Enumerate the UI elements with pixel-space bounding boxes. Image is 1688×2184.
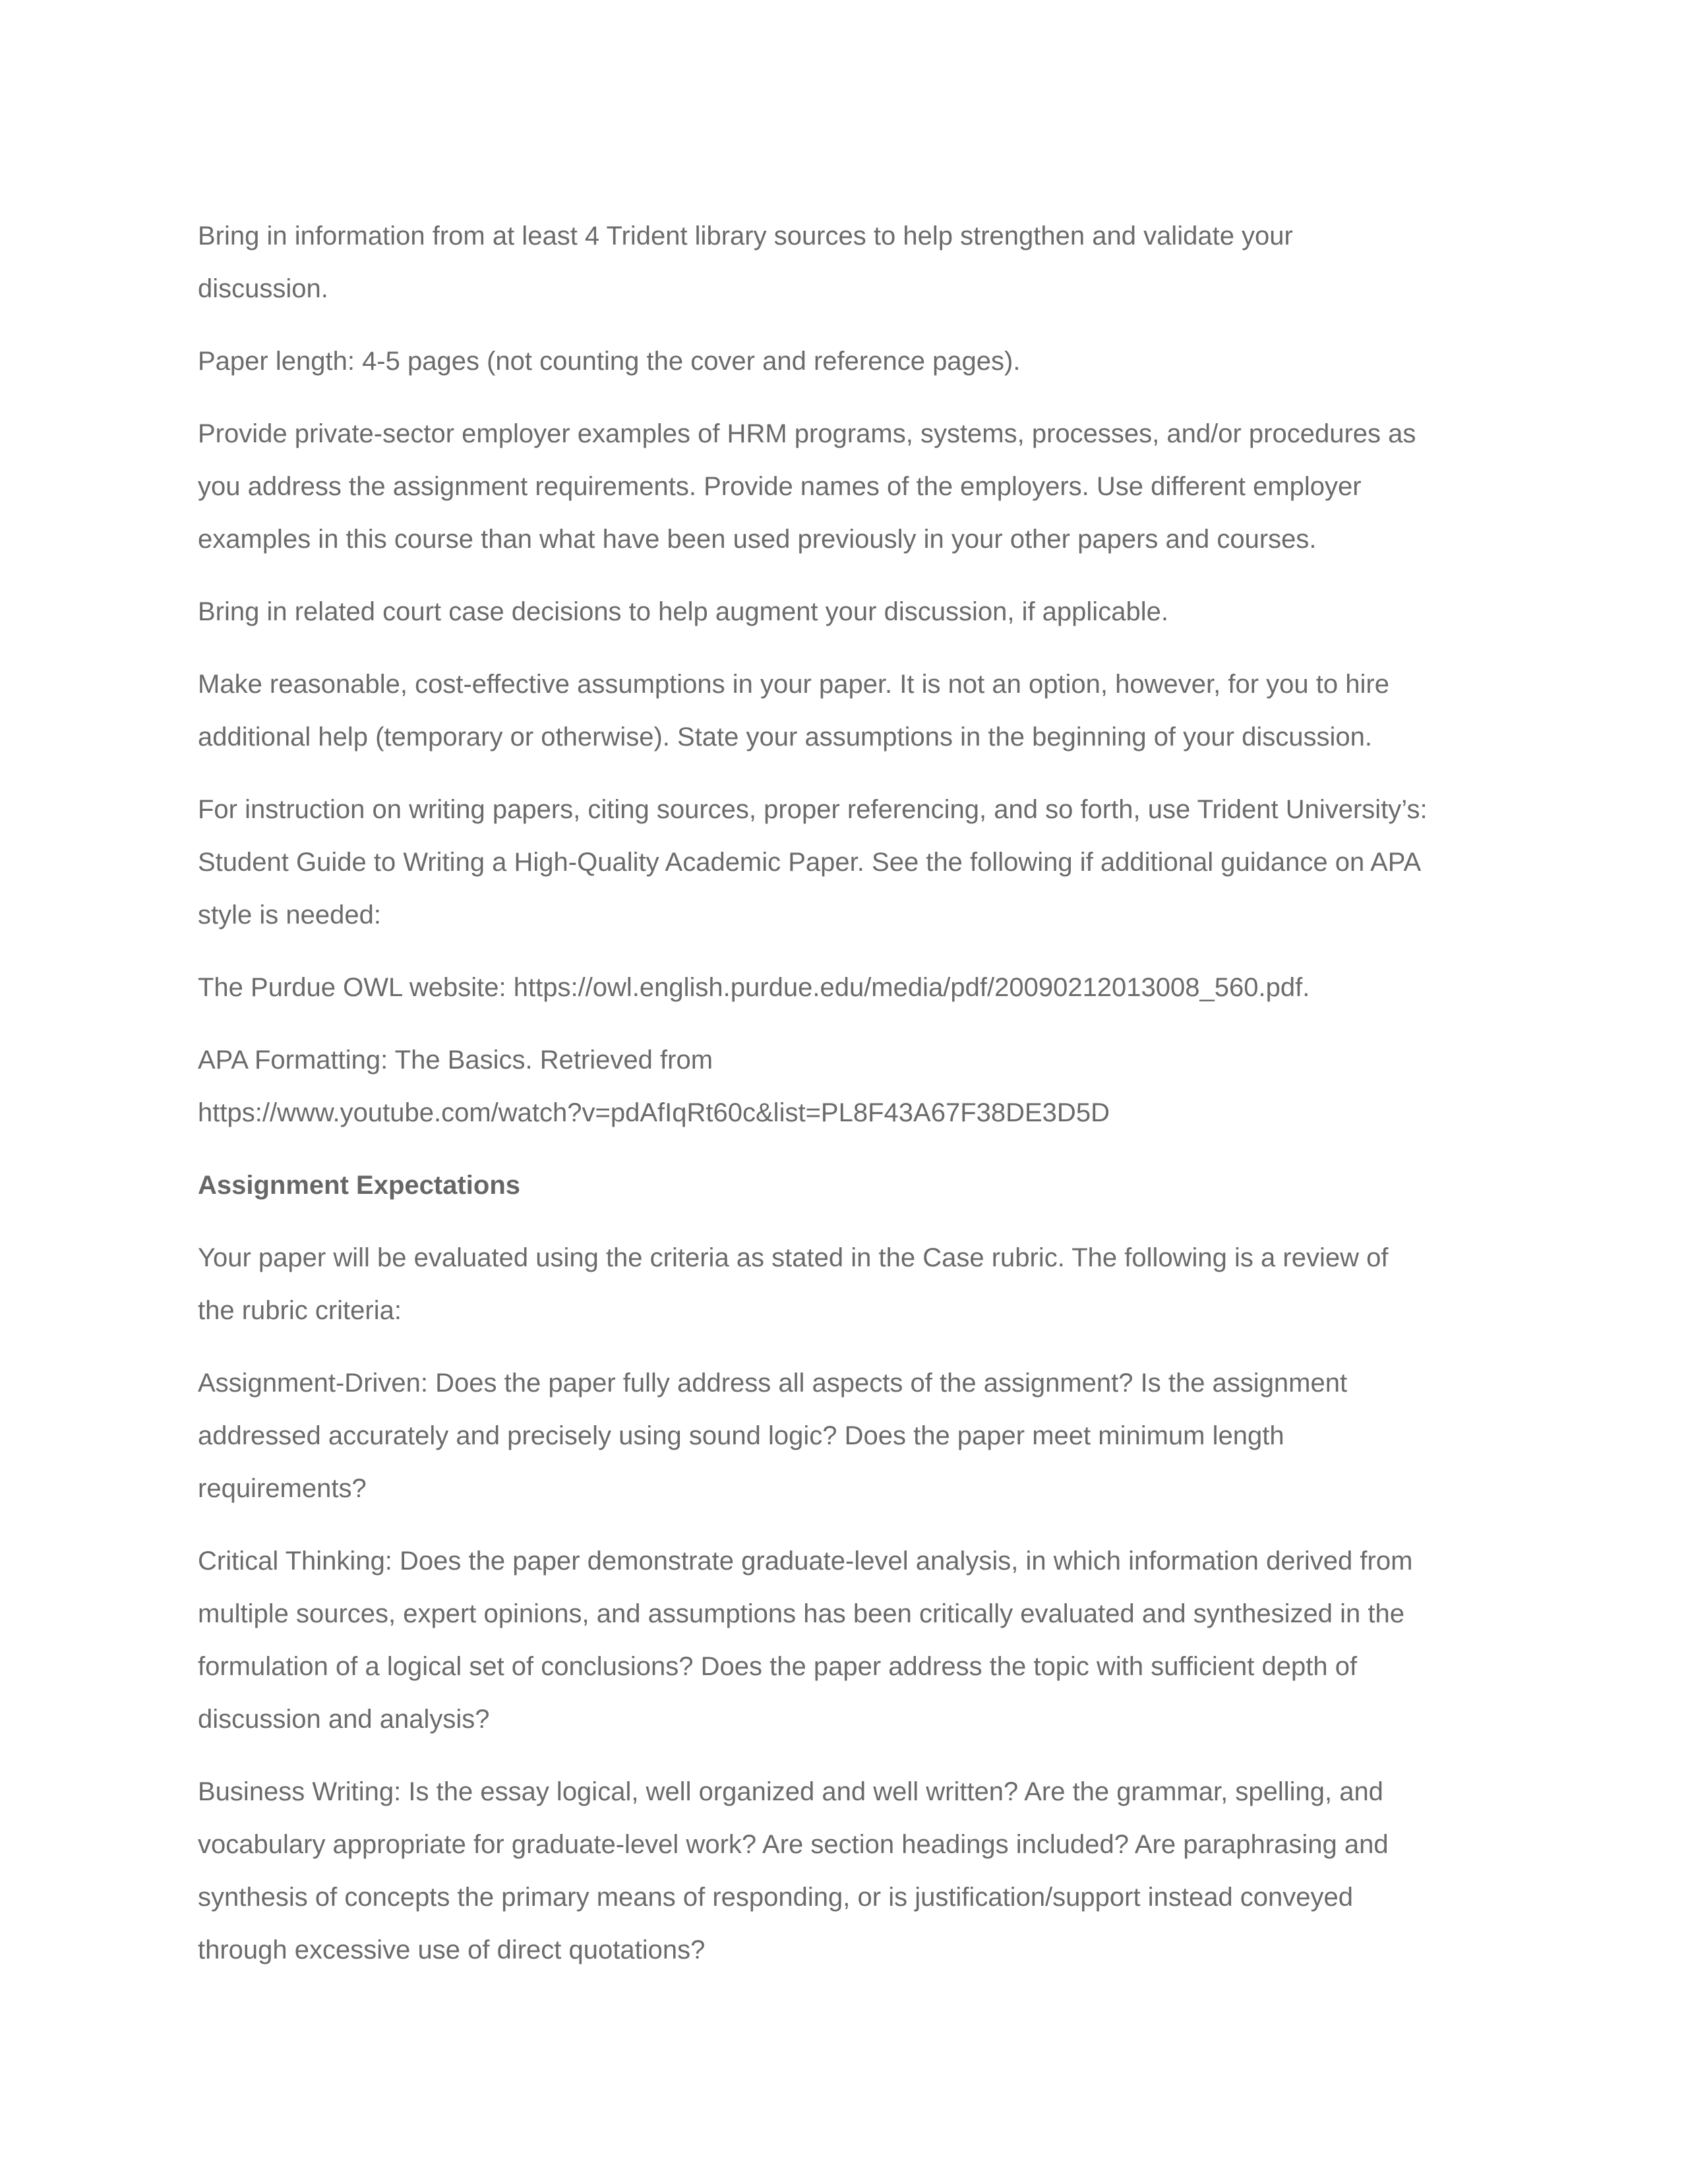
- paragraph-employer-examples: Provide private-sector employer examples of HRM programs, systems, processes, and/or procedures as you address the assignment requirements. Provide names of the employers. Use different employer examples in this course than what have been used previously in your other papers and courses.: [198, 419, 1416, 554]
- section-heading: Assignment Expectations: [198, 1171, 521, 1200]
- paragraph-assumptions: Make reasonable, cost-effective assumptions in your paper. It is not an option, however, for you to hire additional help (temporary or otherwise). State your assumptions in the beginning of your discussion.: [198, 670, 1389, 752]
- paragraph-purdue-owl: The Purdue OWL website: https://owl.english.purdue.edu/media/pdf/20090212013008_560.pdf.: [198, 973, 1310, 1002]
- paragraph-court-cases: Bring in related court case decisions to help augment your discussion, if applicable.: [198, 597, 1168, 626]
- paragraph-rubric-intro: Your paper will be evaluated using the criteria as stated in the Case rubric. The following is a review of the rubric criteria:: [198, 1243, 1389, 1325]
- paragraph-critical-thinking: Critical Thinking: Does the paper demonstrate graduate-level analysis, in which information derived from multiple sources, expert opinions, and assumptions has been critically evaluated and synthesized in the formulation of a logical set of conclusions? Does the paper address the topic with sufficient depth of discussion and analysis?: [198, 1547, 1413, 1734]
- paragraph-library-sources: Bring in information from at least 4 Trident library sources to help strengthen and validate your discussion.: [198, 221, 1293, 303]
- paragraph-paper-length: Paper length: 4-5 pages (not counting the cover and reference pages).: [198, 347, 1021, 376]
- paragraph-assignment-driven: Assignment-Driven: Does the paper fully address all aspects of the assignment? Is the assignment addressed accurately and precisely using sound logic? Does the paper meet minimum length requirements?: [198, 1369, 1348, 1503]
- document-body: [198, 210, 1503, 1996]
- paragraph-writing-instruction: For instruction on writing papers, citing sources, proper referencing, and so forth, use Trident University’s: Student Guide to Writing a High-Quality Academic Paper. See the following if additional guidance on APA style is needed:: [198, 795, 1428, 930]
- paragraph-apa-formatting: APA Formatting: The Basics. Retrieved from https://www.youtube.com/watch?v=pdAfIqRt60c&list=PL8F43A67F38DE3D5D: [198, 1046, 1110, 1127]
- paragraph-business-writing: Business Writing: Is the essay logical, well organized and well written? Are the grammar, spelling, and vocabulary appropriate for graduate-level work? Are section headings included? Are paraphrasing and synthesis of concepts the primary means of responding, or is justification/support instead conveyed through excessive use of direct quotations?: [198, 1777, 1389, 1964]
